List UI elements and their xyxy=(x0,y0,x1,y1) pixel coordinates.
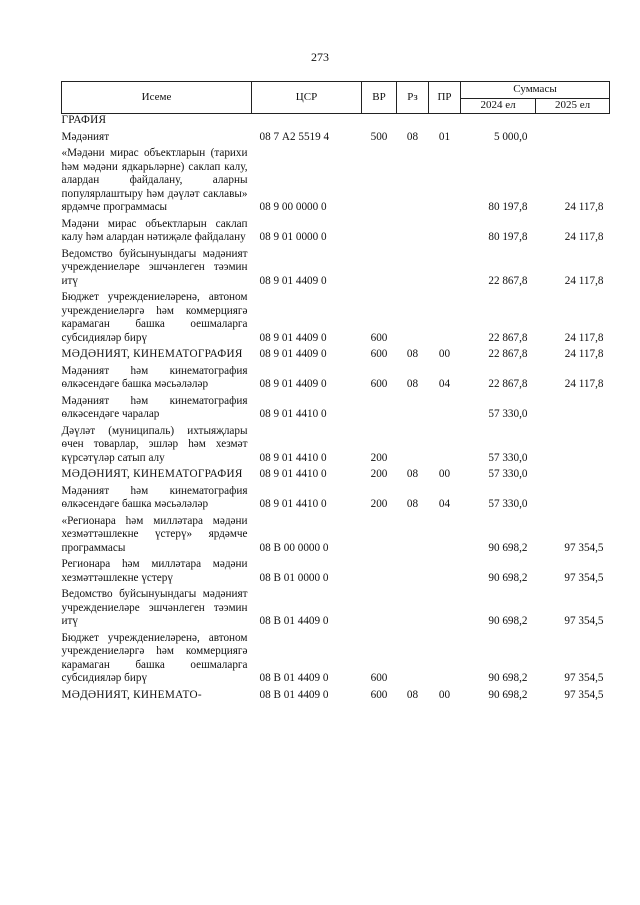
row-name: Ведомство буйсынуындагы мәдәният учреждениеләре эшчәнлеген тәэмин итү xyxy=(61,247,248,287)
row-amount-2024: 57 330,0 xyxy=(488,468,528,480)
table-row xyxy=(62,365,610,395)
header-rz: Рз xyxy=(397,82,429,114)
row-vr: 500 xyxy=(370,130,388,143)
row-rz xyxy=(397,114,429,131)
row-amount-2024: 90 698,2 xyxy=(488,688,528,701)
row-vr xyxy=(362,218,397,248)
table-row xyxy=(62,147,610,218)
row-amount-2025 xyxy=(536,485,610,515)
row-vr xyxy=(362,114,397,131)
row-name: Ведомство буйсынуындагы мәдәният учреждениеләре эшчәнлеген тәэмин итү xyxy=(61,588,248,627)
row-vr: 600 xyxy=(370,348,388,360)
row-pr xyxy=(429,425,461,469)
row-amount-2025 xyxy=(536,395,610,425)
row-amount-2025 xyxy=(536,468,610,485)
row-rz: 08 xyxy=(406,498,419,510)
row-csr-code: 08 9 01 4409 0 xyxy=(259,348,327,360)
row-rz: 08 xyxy=(406,348,419,360)
row-pr xyxy=(429,114,461,131)
row-rz xyxy=(397,425,429,469)
table-row xyxy=(62,689,610,706)
table-row xyxy=(62,515,610,559)
row-amount-2024: 22 867,8 xyxy=(488,378,528,390)
row-csr-code: 08 9 01 4410 0 xyxy=(259,498,327,510)
row-pr xyxy=(429,515,461,559)
row-csr-code: 08 В 01 4409 0 xyxy=(259,672,329,684)
row-csr-code: 08 7 А2 5519 4 xyxy=(259,130,330,143)
row-vr xyxy=(362,515,397,559)
header-year-2025: 2025 ел xyxy=(536,99,610,114)
row-amount-2025: 97 354,5 xyxy=(564,688,604,701)
header-name: Исеме xyxy=(62,82,252,114)
table-row xyxy=(62,348,610,365)
row-rz xyxy=(397,588,429,632)
row-name: МӘДӘНИЯТ, КИНЕМАТО- xyxy=(61,688,202,701)
row-amount-2025: 97 354,5 xyxy=(564,571,604,584)
row-pr: 00 xyxy=(438,348,451,360)
row-amount-2025: 24 117,8 xyxy=(564,331,604,344)
row-rz xyxy=(397,632,429,689)
row-rz xyxy=(397,291,429,348)
row-amount-2024: 90 698,2 xyxy=(488,615,528,627)
row-rz xyxy=(397,515,429,559)
row-pr xyxy=(429,147,461,218)
row-rz xyxy=(397,558,429,588)
row-amount-2024: 22 867,8 xyxy=(488,331,528,344)
table-row xyxy=(62,114,610,131)
row-rz xyxy=(397,248,429,292)
row-vr xyxy=(362,395,397,425)
row-name: Мәдәни мирас объектларын саклап калу һәм алардан нәтиҗәле файдалану xyxy=(61,217,248,243)
row-pr: 04 xyxy=(438,378,451,390)
row-amount-2024: 5 000,0 xyxy=(493,130,528,143)
row-pr xyxy=(429,632,461,689)
header-year-2024: 2024 ел xyxy=(461,99,536,114)
row-amount-2025: 24 117,8 xyxy=(564,274,604,287)
table-row xyxy=(62,468,610,485)
page-number: 273 xyxy=(311,50,329,64)
row-amount-2025 xyxy=(536,131,610,148)
table-header xyxy=(62,82,610,114)
row-name: Бюджет учреждениеләренә, автоном учреждениеләргә һәм коммерциягә карамаган башка оешмаларга субсидияләр бирү xyxy=(61,631,248,684)
header-pr: ПР xyxy=(429,82,461,114)
row-amount-2024: 90 698,2 xyxy=(488,541,528,554)
row-pr: 00 xyxy=(438,468,451,480)
table-row xyxy=(62,485,610,515)
header-sums: Суммасы xyxy=(461,82,610,99)
row-amount-2025: 97 354,5 xyxy=(564,672,604,684)
row-amount-2025: 24 117,8 xyxy=(564,201,604,213)
row-vr: 600 xyxy=(370,672,388,684)
row-csr-code: 08 В 01 4409 0 xyxy=(259,615,329,627)
table-row xyxy=(62,395,610,425)
table-row xyxy=(62,291,610,348)
row-pr: 04 xyxy=(438,498,451,510)
row-pr xyxy=(429,291,461,348)
row-name: МӘДӘНИЯТ, КИНЕМАТОГРАФИЯ xyxy=(61,348,243,360)
row-vr: 600 xyxy=(370,688,388,701)
row-name: МӘДӘНИЯТ, КИНЕМАТОГРАФИЯ xyxy=(61,468,243,480)
row-amount-2025: 24 117,8 xyxy=(564,348,604,360)
row-rz: 08 xyxy=(406,688,419,701)
row-csr-code: 08 9 01 4409 0 xyxy=(259,274,327,287)
row-vr xyxy=(362,558,397,588)
row-csr-code: 08 9 01 4410 0 xyxy=(259,451,327,464)
row-csr-code: 08 9 01 4409 0 xyxy=(259,331,327,344)
row-amount-2025: 24 117,8 xyxy=(564,231,604,243)
row-name: «Регионара һәм милләтара мәдәни хезмәттәшлекне үстерү» ярдәмче программасы xyxy=(61,514,248,554)
row-name: Мәдәният һәм кинематография өлкәсендәге башка мәсьәләләр xyxy=(61,364,248,390)
table-row xyxy=(62,131,610,148)
header-csr: ЦСР xyxy=(252,82,362,114)
row-csr-code: 08 В 00 0000 0 xyxy=(259,541,329,554)
row-csr-code: 08 9 01 4410 0 xyxy=(259,468,327,480)
row-csr-code: 08 9 01 4410 0 xyxy=(259,408,327,420)
row-name: Регионара һәм милләтара мәдәни хезмәттәшлекне үстерү xyxy=(61,558,248,584)
table-row xyxy=(62,632,610,689)
row-amount-2024 xyxy=(461,114,536,131)
row-name: ГРАФИЯ xyxy=(61,114,107,126)
row-name: «Мәдәни мирас объектларын (тарихи һәм мәдәни ядкарьләрне) саклап калу, алардан файдалану, аларны популярлаштыру һәм дәүләт саклавы» ярдәмче программасы xyxy=(61,147,248,213)
row-name: Мәдәният һәм кинематография өлкәсендәге башка мәсьәләләр xyxy=(61,484,248,510)
row-amount-2025: 24 117,8 xyxy=(564,378,604,390)
row-rz: 08 xyxy=(406,130,419,143)
row-amount-2024: 57 330,0 xyxy=(488,498,528,510)
row-rz: 08 xyxy=(406,378,419,390)
row-amount-2024: 57 330,0 xyxy=(488,451,528,464)
row-vr: 600 xyxy=(370,378,388,390)
row-rz xyxy=(397,147,429,218)
row-amount-2024: 80 197,8 xyxy=(488,201,528,213)
row-pr: 00 xyxy=(438,688,451,701)
row-vr: 200 xyxy=(370,451,388,464)
row-rz xyxy=(397,218,429,248)
row-name: Бюджет учреждениеләренә, автоном учреждениеләргә һәм коммерциягә карамаган башка оешмаларга субсидияләр бирү xyxy=(61,291,248,344)
header-vr: ВР xyxy=(362,82,397,114)
row-vr: 200 xyxy=(370,468,388,480)
row-csr-code: 08 9 01 4409 0 xyxy=(259,378,327,390)
row-vr: 600 xyxy=(370,331,388,344)
table-row xyxy=(62,558,610,588)
row-csr-code: 08 9 01 0000 0 xyxy=(259,231,327,243)
row-amount-2024: 90 698,2 xyxy=(488,672,528,684)
row-rz xyxy=(397,395,429,425)
row-pr xyxy=(429,395,461,425)
table-body xyxy=(62,114,610,706)
row-name: Мәдәният һәм кинематография өлкәсендәге чаралар xyxy=(61,394,248,420)
row-pr xyxy=(429,248,461,292)
row-vr: 200 xyxy=(370,498,388,510)
row-amount-2024: 80 197,8 xyxy=(488,231,528,243)
row-amount-2025: 97 354,5 xyxy=(564,615,604,627)
row-csr-code: 08 9 00 0000 0 xyxy=(259,201,327,213)
row-pr xyxy=(429,588,461,632)
row-pr: 01 xyxy=(438,130,451,143)
table-row xyxy=(62,425,610,469)
row-amount-2024: 90 698,2 xyxy=(488,571,528,584)
row-vr xyxy=(362,248,397,292)
row-amount-2024: 22 867,8 xyxy=(488,348,528,360)
row-amount-2025 xyxy=(536,425,610,469)
row-pr xyxy=(429,558,461,588)
row-pr xyxy=(429,218,461,248)
row-name: Дәүләт (муниципаль) ихтыяҗлары өчен товарлар, эшләр һәм хезмәт күрсәтүләр сатып алу xyxy=(61,424,248,464)
row-amount-2024: 57 330,0 xyxy=(488,408,528,420)
table-row xyxy=(62,588,610,632)
row-vr xyxy=(362,588,397,632)
row-csr-code: 08 В 01 4409 0 xyxy=(259,688,329,701)
row-vr xyxy=(362,147,397,218)
row-name: Мәдәният xyxy=(61,130,110,143)
row-csr-code xyxy=(252,114,362,131)
row-amount-2025 xyxy=(536,114,610,131)
budget-table xyxy=(61,81,610,705)
row-rz: 08 xyxy=(406,468,419,480)
row-csr-code: 08 В 01 0000 0 xyxy=(259,571,329,584)
table-row xyxy=(62,218,610,248)
row-amount-2025: 97 354,5 xyxy=(564,541,604,554)
table-row xyxy=(62,248,610,292)
row-amount-2024: 22 867,8 xyxy=(488,274,528,287)
